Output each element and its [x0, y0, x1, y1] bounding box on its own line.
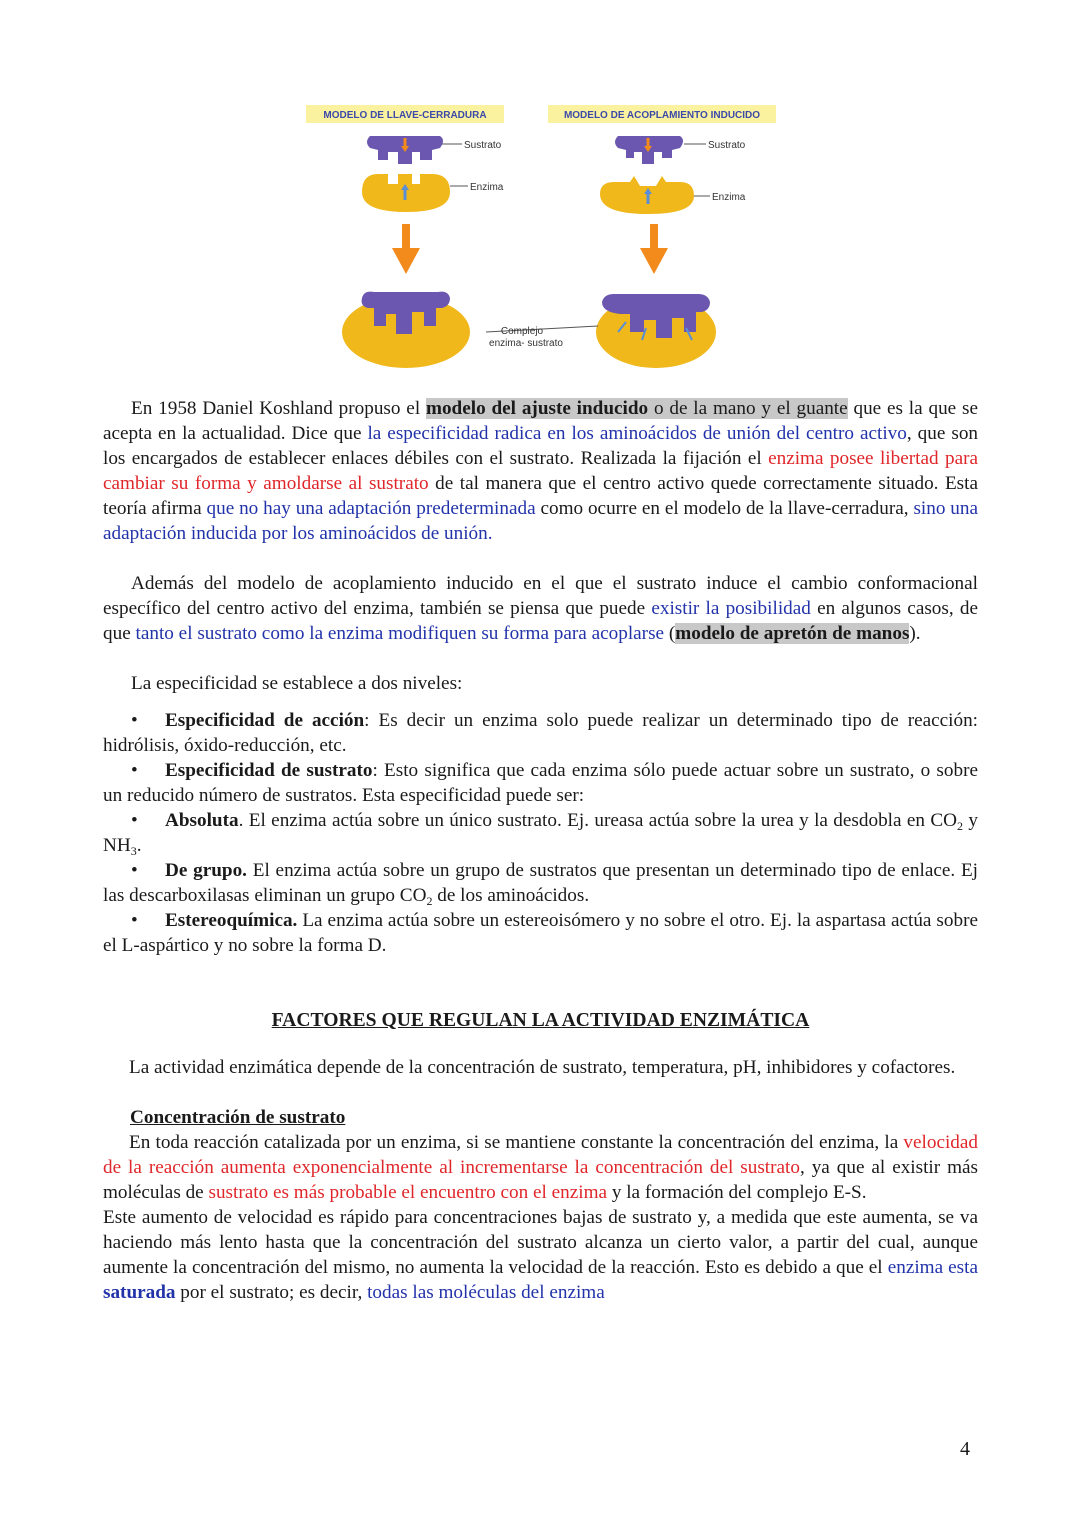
left-enzima-label: Enzima [470, 182, 504, 193]
paragraph-niveles: La especificidad se establece a dos niveles: [131, 673, 463, 694]
bullet-marker: • [131, 760, 138, 781]
list-item-text: : Esto significa que cada enzima sólo puede actuar sobre un sustrato, o sobre un reducido número de sustratos. Esta especificidad puede ser: [103, 760, 978, 806]
p1-red-g: enzima posee libertad para cambiar su forma y amoldarse al sustrato [103, 448, 978, 494]
left-sustrato-label: Sustrato [464, 140, 502, 151]
bullet-marker: • [131, 810, 138, 831]
p6-blue-b: enzima esta [887, 1257, 978, 1278]
list-item-text: : Es decir un enzima solo puede realizar un determinado tipo de reacción: hidrólisis, óxido-reducción, etc. [103, 710, 978, 756]
list-item-text: . [136, 835, 142, 856]
p5-text-e: y la formación del complejo E-S. [607, 1182, 867, 1203]
paragraph-factores: La actividad enzimática depende de la concentración de sustrato, temperatura, pH, inhibidores y cofactores. [129, 1057, 956, 1078]
bullet-marker: • [131, 910, 138, 931]
paragraph-apreton [103, 571, 978, 646]
p5-text-c: , ya que al existir más moléculas de [103, 1157, 979, 1203]
p6-blue-bold-c: saturada [103, 1282, 176, 1303]
p1-text-d: que es la que se acepta en la actualidad. Dice que [103, 398, 978, 444]
p2-text-g: ). [909, 623, 921, 644]
p2-blue-d: tanto el sustrato como la enzima modifiquen su forma para acoplarse [135, 623, 665, 644]
paragraph-concentracion [103, 1130, 978, 1205]
bullet-marker: • [131, 710, 138, 731]
spacer [103, 1033, 978, 1055]
p6-blue-e: todas las moléculas del enzima [367, 1282, 605, 1303]
list-item [103, 758, 978, 808]
p1-text-f: , que son los encargados de establecer enlaces débiles con el sustrato. Realizada la fijación el [103, 423, 979, 469]
paragraph-saturacion [103, 1205, 978, 1305]
complex-label-line2: enzima- sustrato [489, 338, 563, 349]
list-item-text: y NH [103, 810, 978, 856]
p1-highlight-bold: modelo del ajuste inducido [425, 398, 649, 419]
spacer [103, 646, 978, 671]
p1-text-j: como ocurre en el modelo de la llave-cerradura, [535, 498, 914, 519]
bullet-marker: • [131, 860, 138, 881]
p5-text-a: En toda reacción catalizada por un enzima, si se mantiene constante la concentración del enzima, la [129, 1132, 904, 1153]
p1-blue-i: que no hay una adaptación predeterminada [206, 498, 536, 519]
list-item-bold: Especificidad de sustrato [165, 760, 373, 781]
spacer [103, 958, 978, 1008]
page-number: 4 [960, 1438, 970, 1460]
spacer [103, 1080, 978, 1105]
body-text [103, 396, 978, 1305]
list-item-text: La enzima actúa sobre un estereoisómero y no sobre el otro. Ej. la aspartasa actúa sobre el L-aspártico y no sobre la forma D. [103, 910, 978, 956]
list-item-bold: De grupo. [165, 860, 247, 881]
p2-text-c: en algunos casos, de que [103, 598, 978, 644]
p1-text-a: En 1958 Daniel Koshland propuso el [131, 398, 426, 419]
paragraph-koshland [103, 396, 978, 546]
left-title: MODELO DE LLAVE-CERRADURA [323, 110, 487, 121]
list-item [103, 808, 978, 858]
list-item-bold: Especificidad de acción [165, 710, 365, 731]
p6-text-a: Este aumento de velocidad es rápido para concentraciones bajas de sustrato y, a medida que este aumenta, se va haciendo más lento hasta que la concentración del sustrato alcanza un cierto valor, a partir del cual, aunque aumente la concentración del mismo, no aumenta la velocidad de la reacción. Esto es debido a que el [103, 1207, 978, 1278]
sub-title: Concentración de sustrato [130, 1107, 346, 1128]
subscript: 2 [426, 894, 433, 908]
list-item [103, 858, 978, 908]
left-big-arrowhead [392, 248, 420, 274]
list-item [103, 708, 978, 758]
list-item-bold: Estereoquímica. [165, 910, 298, 931]
list-item-text: El enzima actúa sobre un grupo de sustratos que presentan un determinado tipo de enlace. Ej las descarboxilasas eliminan un grupo CO [103, 860, 978, 906]
section-title: FACTORES QUE REGULAN LA ACTIVIDAD ENZIMÁTICA [271, 1010, 810, 1031]
p1-blue-e: la especificidad radica en los aminoácidos de unión del centro activo [367, 423, 907, 444]
right-big-arrowhead [640, 248, 668, 274]
list-item-text: . El enzima actúa sobre un único sustrato. Ej. ureasa actúa sobre la urea y la desdobla en CO [238, 810, 958, 831]
right-big-arrow-shaft [650, 224, 658, 250]
list-item [103, 908, 978, 958]
left-big-arrow-shaft [402, 224, 410, 250]
enzyme-models-diagram [300, 100, 780, 380]
spacer [103, 546, 978, 571]
list-item-bold: Absoluta [165, 810, 239, 831]
p2-highlight-bold: modelo de apretón de manos [675, 623, 910, 644]
right-enzima-label: Enzima [712, 192, 746, 203]
p1-blue-k: sino una adaptación inducida por los aminoácidos de unión. [103, 498, 978, 544]
right-sustrato-label: Sustrato [708, 140, 746, 151]
p6-text-d: por el sustrato; es decir, [175, 1282, 368, 1303]
p2-blue-b: existir la posibilidad [651, 598, 811, 619]
p1-text-h: de tal manera que el centro activo quede correctamente situado. Esta teoría afirma [103, 473, 978, 519]
right-title: MODELO DE ACOPLAMIENTO INDUCIDO [563, 110, 761, 121]
enzyme-models-figure [300, 100, 780, 380]
spacer [103, 696, 978, 708]
p1-highlight: o de la mano y el guante [648, 398, 848, 419]
specificity-list [103, 708, 978, 958]
p2-text-a: Además del modelo de acoplamiento inducido en el que el sustrato induce el cambio conformacional específico del centro activo del enzima, también se piensa que puede [103, 573, 978, 619]
subscript: 3 [130, 844, 137, 858]
p2-text-e: ( [664, 623, 676, 644]
p5-red-d: sustrato es más probable el encuentro con el enzima [208, 1182, 608, 1203]
list-item-text: de los aminoácidos. [432, 885, 590, 906]
subscript: 2 [957, 819, 964, 833]
p5-red-b: velocidad de la reacción aumenta exponencialmente al incrementarse la concentración del sustrato [103, 1132, 978, 1178]
complex-label-line1: Complejo [500, 326, 544, 337]
